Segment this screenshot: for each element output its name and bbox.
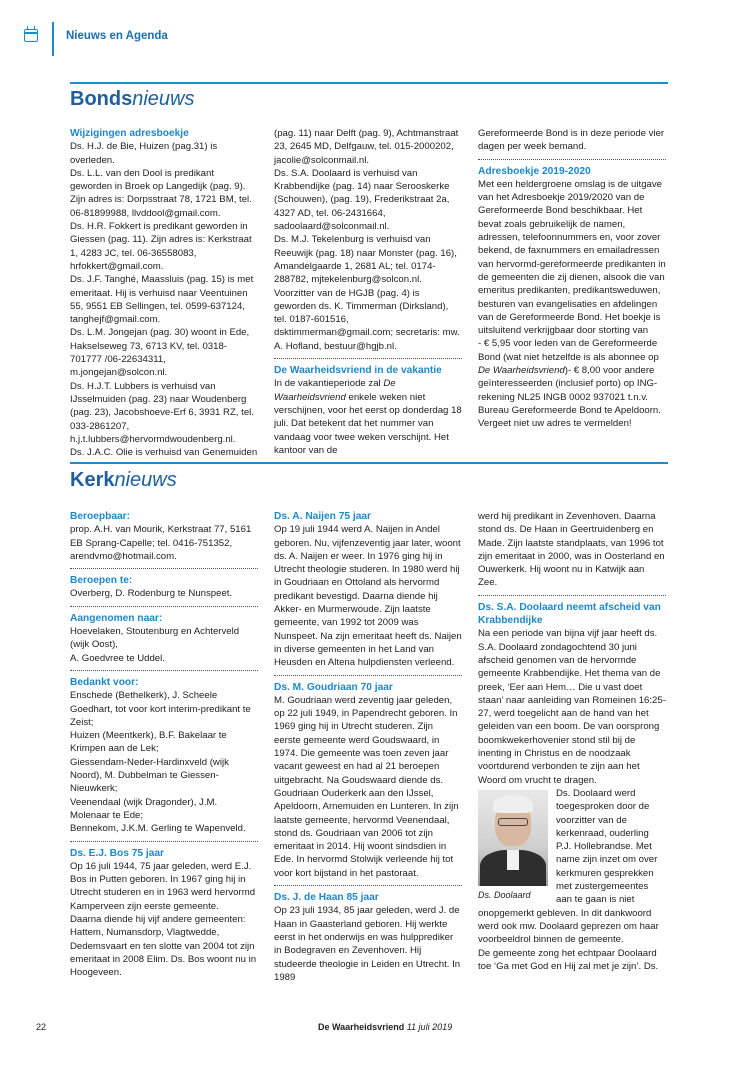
photo-caption: Ds. Doolaard (478, 889, 531, 900)
subheading: Bedankt voor: (70, 676, 139, 688)
subheading: Adresboekje 2019-2020 (478, 165, 591, 177)
subheading: Beroepbaar: (70, 511, 131, 522)
kerk-column-1 (70, 510, 258, 980)
dotted-divider (478, 159, 666, 160)
paragraph: Op 16 juli 1944, 75 jaar geleden, werd E.J. Bos in Putten geboren. In 1967 ging hij in Utrecht studeren en in 1963 werd hervormd Kamperveen zijn eerste gemeente. Daarna diende hij vijf andere gemeenten: Hattem, Numansdorp, Vlagtwedde, Dedemsvaart en ten slotte van 2004 tot zijn emeritaat in 2008 Elim. Ds. Bos woont nu in Hoogeveen. (70, 860, 257, 979)
dotted-divider (70, 568, 258, 569)
paragraph: prop. A.H. van Mourik, Kerkstraat 77, 5161 EB Sprang-Capelle; tel. 0416-751352, arendvmo@hotmail.com. (70, 524, 252, 562)
dotted-divider (70, 606, 258, 607)
paragraph: Op 23 juli 1934, 85 jaar geleden, werd J. de Haan in Gaasterland geboren. Hij werkte eerst in het onderwijs en was hulpprediker in Bodegraven en Zevenhoven. Hij studeerde theologie in Leiden en Utrecht. In 1989 (274, 905, 461, 983)
divider (52, 22, 54, 56)
bonds-column-3 (478, 127, 666, 431)
section-rule (70, 82, 668, 84)
paragraph: werd hij predikant in Zevenhoven. Daarna stond ds. De Haan in Geertruidenberg en Made. Zijn laatste standplaats, van 1996 tot zijn emeritaat in 2000, was in Oosterland en Ouwerkerk. Hij woont nu in Katwijk aan Zee. (478, 511, 665, 589)
paragraph: Ds. Doolaard werd toegesproken door de voorzitter van de kerkenraad, ouderling P.J. Hollebrandse. Met name zijn inzet om over kerkmuren gesprekken met zustergemeentes aan te gaan is niet onopgemerkt gebleven. In dit dankwoord werd ook mw. Doolaard geprezen om haar voorbeeldrol binnen de gemeente. De gemeente zong het echtpaar Doolaard toe ‘Ga met God en Hij zal met je zijn’. Ds. (478, 787, 659, 972)
paragraph: Met een heldergroene omslag is de uitgave van het Adresboekje 2019/2020 van de Gereformeerde Bond beschikbaar. Het bevat zoals gebruikelijk de namen, adressen, telefoonnummers en, voor zover bekend, de faxnummers en emailadressen van hervormd-gereformeerde predikanten in de gemeenten die zij dienen, alsook die van emeritus predikanten, predikantsweduwen, besturen van evangelisaties en afdelingen van de Gereformeerde Bond. Het boekje is uitsluitend verkrijgbaar door storting van - € 5,95 voor leden van de Gereformeerde Bond (wat niet hetzelfde is als abonnee op De Waarheidsvriend)- € 8,00 voor andere geïnteresseerden (inclusief porto) op ING-rekening NL25 INGB 0002 937021 t.n.v. Bureau Gereformeerde Bond te Apeldoorn. Vergeet niet uw adres te vermelden! (478, 178, 666, 430)
dotted-divider (274, 358, 462, 359)
paragraph: Enschede (Bethelkerk), J. Scheele Goedhart, tot voor kort interim-predikant te Zeist; Huizen (Meentkerk), B.F. Bakelaar te Krimpen aan de Lek; Giessendam-Neder-Hardinxveld (wijk Noord), M. Dubbelman te Giessen-Nieuwkerk; Veenendaal (wijk Dragonder), J.M. Molenaar te Ede; Bennekom, J.K.M. Gerling te Wapenveld. (70, 690, 251, 835)
subheading: Wijzigingen adresboekje (70, 128, 189, 139)
subheading: Ds. M. Goudriaan 70 jaar (274, 681, 393, 693)
magazine-footer: De Waarheidsvriend 11 juli 2019 (318, 1022, 453, 1032)
kerk-column-2 (274, 510, 462, 984)
subheading: De Waarheidsvriend in de vakantie (274, 365, 442, 377)
section-header (0, 22, 738, 56)
paragraph: Ds. H.J. de Bie, Huizen (pag.31) is overleden. Ds. L.L. van den Dool is predikant geworden in Broek op Langedijk (pag. 9). Zijn adres is: Dorpsstraat 78, 1721 BM, tel. 06-81899988, llvddool@gmail.com. Ds. H.R. Fokkert is predikant geworden in Giessen (pag. 11). Zijn adres is: Kerkstraat 1, 4283 JC, tel. 06-36558083, hrfokkert@gmail.com. Ds. J.F. Tanghé, Maassluis (pag. 15) is met emeritaat. Hij is verhuisd naar Veentuinen 55, 9551 EB Sellingen, tel. 0599-637124, tanghejf@gmail.com. Ds. L.M. Jongejan (pag. 30) woont in Ede, Hakselseweg 73, 6713 KV, tel. 0318-701777 /06-22634311, m.jongejan@solcon.nl. Ds. H.J.T. Lubbers is verhuisd van IJsselmuiden (pag. 23) naar Woudenberg (pag. 23), Jacobshoeve-Erf 6, 3931 RZ, tel. 033-2861207, h.j.t.lubbers@hervormdwoudenberg.nl. Ds. J.A.C. Olie is verhuisd van Genemuiden (70, 141, 258, 459)
dotted-divider (274, 885, 462, 886)
heading-bondsnieuws: Bondsnieuws (70, 88, 195, 110)
paragraph: M. Goudriaan werd zeventig jaar geleden, op 22 juli 1949, in Papendrecht geboren. In 1969 ging hij in Utrecht studeren. Zijn eerste gemeente werd Goudswaard, in 1974. Die gemeente was toen zeven jaar vacant geweest en had al 21 beroepen uitgebracht. Na Goudswaard diende ds. Goudriaan Ouderkerk aan den IJssel, Apeldoorn, Arnemuiden en Lunteren. In zijn laatste gemeente, hervormd Veenendaal, stond ds. Goudriaan van 2006 tot zijn emeritaat in 2014. Hij woont sindsdien in Ede. In hervormd Stolwijk verleende hij tot voor kort bijstand in het pastoraat. (274, 694, 459, 879)
paragraph: Overberg, D. Rodenburg te Nunspeet. (70, 588, 233, 600)
subheading: Ds. J. de Haan 85 jaar (274, 892, 379, 904)
dotted-divider (274, 675, 462, 676)
paragraph: (pag. 11) naar Delft (pag. 9), Achtmanstraat 23, 2645 MD, Delfgauw, tel. 015-2000202, jacolie@solconmail.nl. Ds. S.A. Doolaard is verhuisd van Krabbendijke (pag. 14) naar Serooskerke (Schouwen), (pag. 19), Frederikstraat 2a, 4327 AD, tel. 06-2431664, sadoolaard@solconmail.nl. Ds. M.J. Tekelenburg is verhuisd van Reeuwijk (pag. 18) naar Monster (pag. 16), Amandelgaarde 1, 2681 AL; tel. 0174-288782, mjtekelenburg@solcon.nl. Voorzitter van de HGJB (pag. 4) is geworden ds. K. Timmerman (Dirksland), tel. 0187-601516, dsktimmerman@gmail.com; secretaris: mw. A. Hofland, bestuur@hgjb.nl. (274, 128, 460, 352)
paragraph: Hoevelaken, Stoutenburg en Achterveld (wijk Oost), A. Goedvree te Uddel. (70, 626, 240, 664)
portrait-photo (478, 790, 548, 886)
paragraph: Gereformeerde Bond is in deze periode vier dagen per week bemand. (478, 128, 665, 153)
dotted-divider (478, 595, 666, 596)
section-rule (70, 462, 668, 464)
subheading: Ds. A. Naijen 75 jaar (274, 511, 372, 522)
subheading: Beroepen te: (70, 575, 133, 587)
dotted-divider (70, 841, 258, 842)
section-label: Nieuws en Agenda (66, 30, 168, 42)
bonds-column-1 (70, 127, 258, 459)
paragraph: Op 19 juli 1944 werd A. Naijen in Andel geboren. Nu, vijfenzeventig jaar later, woont ds. A. Naijen er weer. In 1976 ging hij in Utrecht theologie studeren. In 1980 werd hij in Goudriaan en Ottoland als hervormd predikant bevestigd. Daarna diende hij Akker- en Murmerwoude. Zijn laatste gemeente, van 1992 tot 2009 was Nunspeet. Na zijn emeritaat heeft ds. Naijen in diverse gemeenten in het Land van Heusden en Altena hulpdiensten verleend. (274, 524, 462, 669)
subheading: Ds. S.A. Doolaard neemt afscheid van Krabbendijke (478, 601, 661, 627)
calendar-icon (24, 29, 38, 42)
bonds-column-2 (274, 127, 462, 457)
dotted-divider (70, 670, 258, 671)
kerk-column-3 (478, 510, 666, 973)
page-number: 22 (36, 1022, 47, 1032)
paragraph: In de vakantieperiode zal De Waarheidsvriend enkele weken niet verschijnen, voor het eerst op donderdag 18 juli. Dat betekent dat het nummer van vandaag voor twee weken verschijnt. Het kantoor van de (274, 378, 462, 456)
heading-kerknieuws: Kerknieuws (70, 469, 177, 491)
subheading: Aangenomen naar: (70, 612, 163, 624)
subheading: Ds. E.J. Bos 75 jaar (70, 847, 165, 859)
portrait (478, 790, 548, 902)
paragraph: Na een periode van bijna vijf jaar heeft ds. S.A. Doolaard zondagochtend 30 juni afscheid genomen van de hervormde gemeente Krabbendijke. Het thema van de preek, ‘Eer aan Hem… Die u vast doet staan’ naar aanleiding van Romeinen 16:25-27, werd toegelicht aan de hand van het geleiden van een boom. De van oorsprong boomkwekerhovenier stond stil bij de inenting in Christus en de noodzaak voortdurend verbonden te zijn aan het Woord om vrucht te dragen. (478, 628, 666, 786)
